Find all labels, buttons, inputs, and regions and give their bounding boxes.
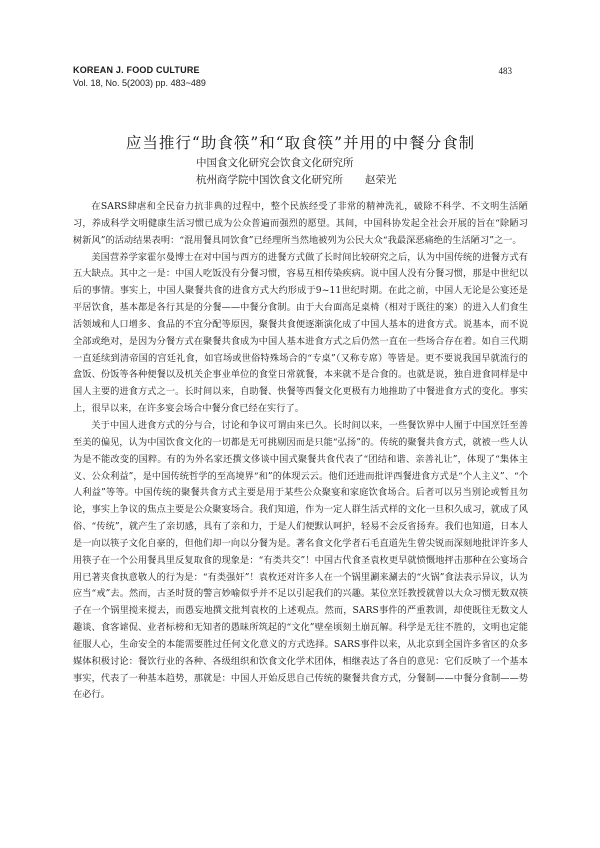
author-block: [196, 155, 526, 189]
page-number: 483: [498, 66, 512, 76]
affiliation-line-1: 中国食文化研究会饮食文化研究所: [196, 157, 354, 169]
affiliation-line-2: [196, 172, 526, 189]
volume-info: Vol. 18, No. 5(2003) pp. 483~489: [73, 78, 206, 88]
affiliation-2: 杭州商学院中国饮食文化研究所: [196, 174, 343, 186]
journal-name: KOREAN J. FOOD CULTURE: [73, 65, 200, 75]
paragraph: 美国营养学家霍尔曼博士在对中国与西方的进餐方式做了长时间比较研究之后，认为中国传统的进餐方式有五大缺点。其中之一是：中国人吃饭没有分餐习惯，容易互相传染疾病。说中国人没有分餐习惯，那是中世纪以后的事情。事实上，中国人聚餐共食的进食方式大约形成于9~11世纪时期。在此之前，中国人无论是公宴还是平居饮食，基本都是各行其是的分餐——中餐分食制。由于大台面高足桌椅（相对于既往的案）的进入人们食生活领域和人口增多、食品的不宜分配等原因，聚餐共食便逐渐演化成了中国人基本的进食方式。说基本，而不说全部或绝对，是因为分餐方式在聚餐共食成为中国人基本进食方式之后仍然一直在一些场合存在着。如自三代期一直延续到清帝国的宫廷礼食，如官场或世俗特殊场合的“专桌”（又称专席）等皆是。更不要说我国早就流行的盒饭、份饭等各种便餐以及机关企事业单位的食堂日常就餐，本来就不是合食的。也就是说，独自进食同样是中国人主要的进食方式之一。长时间以来，自助餐、快餐等西餐文化更极有力地推助了中餐进食方式的变化。事实上，很早以来，在许多宴会场合中餐分食已经在实行了。: [73, 251, 528, 415]
journal-header: [73, 64, 373, 90]
paragraph: 在SARS肆虐和全民奋力抗非典的过程中，整个民族经受了非常的精神洗礼，破除不科学、不文明生活陋习，养成科学文明健康生活习惯已成为公众普遍而强烈的愿望。其间，中国科协发起全社会开展的旨在“除陋习树新风”的活动结果表明：“混用餐具同饮食”已经理所当然地被列为公民大众“我最深恶痛绝的生活陋习”之一。: [73, 201, 528, 246]
article-body: [73, 199, 528, 704]
author-name: 赵荣光: [365, 174, 397, 186]
paragraph: 关于中国人进食方式的分与合，讨论和争议可谓由来已久。长时间以来，一些餐饮界中人囿于中国烹饪至善至美的偏见，认为中国饮食文化的一切都是无可挑剔因而是只能“弘扬”的。传统的聚餐共食方式，就被一些人认为是不能改变的国粹。有的为外名家还撰文侈谈中国式聚餐共食代表了“团结和谐、亲善礼让”，体现了“集体主义、公众利益”，是中国传统哲学的至高境界“和”的体现云云。他们还进而批评西餐进食方式是“个人主义”、“个人利益”等等。中国传统的聚餐共食方式主要是用于某些公众聚宴和家庭饮食场合。后者可以另当别论或暂且勿论，事实上争议的焦点主要是公众聚宴场合。我们知道，作为一定人群生活式样的文化一旦积久成习，就成了风俗、“传统”，就产生了亲切感，具有了亲和力，于是人们便默认呵护，轻易不会反省扬弃。我们也知道，日本人是一向以筷子文化自豪的，但他们却一向以分餐为是。著名食文化学者石毛直道先生曾尖锐而深刻地批评许多人用筷子在一个公用餐具里反复取食的现象是：“有类共交”！中国古代食圣袁枚更早就愤慨地抨击那种在公宴场合用已著夹食执意敬人的行为是：“有类强奸”！袁枚还对许多人在一个锅里涮来涮去的“火锅”食法表示异议，认为应当“戒”去。然而，古圣时贤的警言妙喻似乎并不足以引起我们的兴趣。某位烹饪教授就曾以大众习惯无数双筷子在一个锅里搅来搅去，而愚妄地撰文批判袁枚的上述观点。然而，SARS事件的严重教训，却使既往无数文人趣谈、食客谑侃、业者标榜和无知者的愚昧所筑起的“文化”壁垒顷刻土崩瓦解。科学是无往不胜的，文明也定能征服人心，生命安全的本能需要胜过任何文化意义的方式选择。SARS事件以来，从北京到全国许多省区的众多媒体积极讨论：餐饮行业的各种、各级组织和饮食文化学术团体，相继表达了各自的意见：它们反映了一个基本事实，代表了一种基本趋势，那就是：中国人开始反思自己传统的聚餐共食方式，分餐制——中餐分食制——势在必行。: [73, 419, 528, 701]
article-title: 应当推行“助食筷”和“取食筷”并用的中餐分食制: [125, 134, 476, 152]
